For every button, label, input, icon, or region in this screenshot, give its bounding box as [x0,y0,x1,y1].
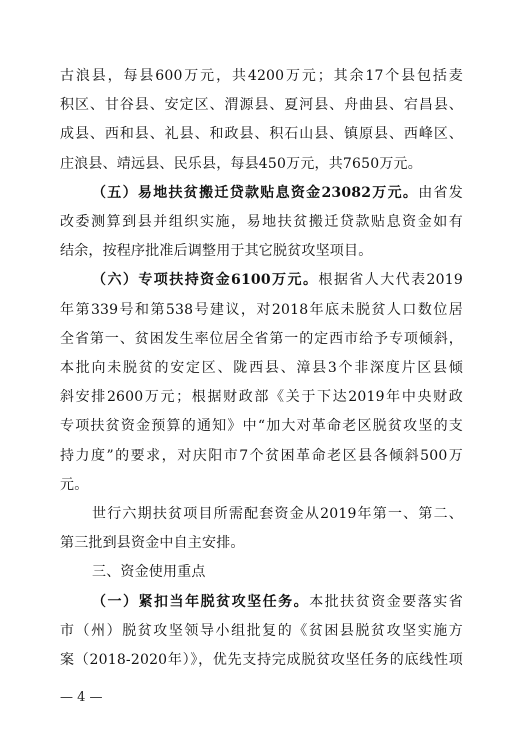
section-6-heading-line: （六）专项扶持资金6100万元。根据省人大代表2019 [92,272,463,289]
paragraph-line: 改委测算到县并组织实施，易地扶贫搬迁贷款贴息资金如有 [60,214,463,230]
paragraph-line: 成县、西和县、礼县、和政县、积石山县、镇原县、西峰区、 [60,126,463,143]
subsection-1-heading: （一）紧扣当年脱贫攻坚任务。 [92,593,310,610]
paragraph-line: 年第339号和第538号建议，对2018年底未脱贫人口数位居 [60,301,463,318]
section-5-heading-line: （五）易地扶贫搬迁贷款贴息资金23082万元。由省发 [92,184,463,201]
subsection-1-heading-line: （一）紧扣当年脱贫攻坚任务。本批扶贫资金要落实省 [92,593,463,610]
section-5-heading: （五）易地扶贫搬迁贷款贴息资金23082万元。 [92,184,419,201]
paragraph-line: 持力度”的要求，对庆阳市7个贫困革命老区县各倾斜500万 [60,447,463,464]
paragraph-line: 市（州）脱贫攻坚领导小组批复的《贫困县脱贫攻坚实施方 [60,622,463,639]
paragraph-line: 专项扶贫资金预算的通知》中“加大对革命老区脱贫攻坚的支 [60,418,463,435]
paragraph-line: 第三批到县资金中自主安排。 [60,535,245,552]
paragraph-line: 全省第一、贫困发生率位居全省第一的定西市给予专项倾斜， [60,330,463,347]
paragraph-line: 案（2018-2020年）》，优先支持完成脱贫攻坚任务的底线性项 [60,652,463,668]
paragraph-line: 古浪县，每县600万元，共4200万元；其余17个县包括麦 [60,68,463,84]
paragraph-line: 元。 [60,476,89,493]
paragraph-line: 结余，按程序批准后调整用于其它脱贫攻坚项目。 [60,243,373,260]
paragraph-line: 斜安排2600万元；根据财政部《关于下达2019年中央财政 [60,389,463,406]
paragraph-line: 世行六期扶贫项目所需配套资金从2019年第一、第二、 [92,506,463,522]
section-6-heading: （六）专项扶持资金6100万元。 [92,272,319,289]
section-3-heading: 三、资金使用重点 [92,564,206,581]
paragraph-line: 本批向未脱贫的安定区、陇西县、漳县3个非深度片区县倾 [60,360,463,376]
paragraph-line: 积区、甘谷县、安定区、渭源县、夏河县、舟曲县、宕昌县、 [60,97,463,114]
page-number: — 4 — [60,690,103,705]
paragraph-line: 庄浪县、靖远县、民乐县，每县450万元，共7650万元。 [60,155,422,172]
